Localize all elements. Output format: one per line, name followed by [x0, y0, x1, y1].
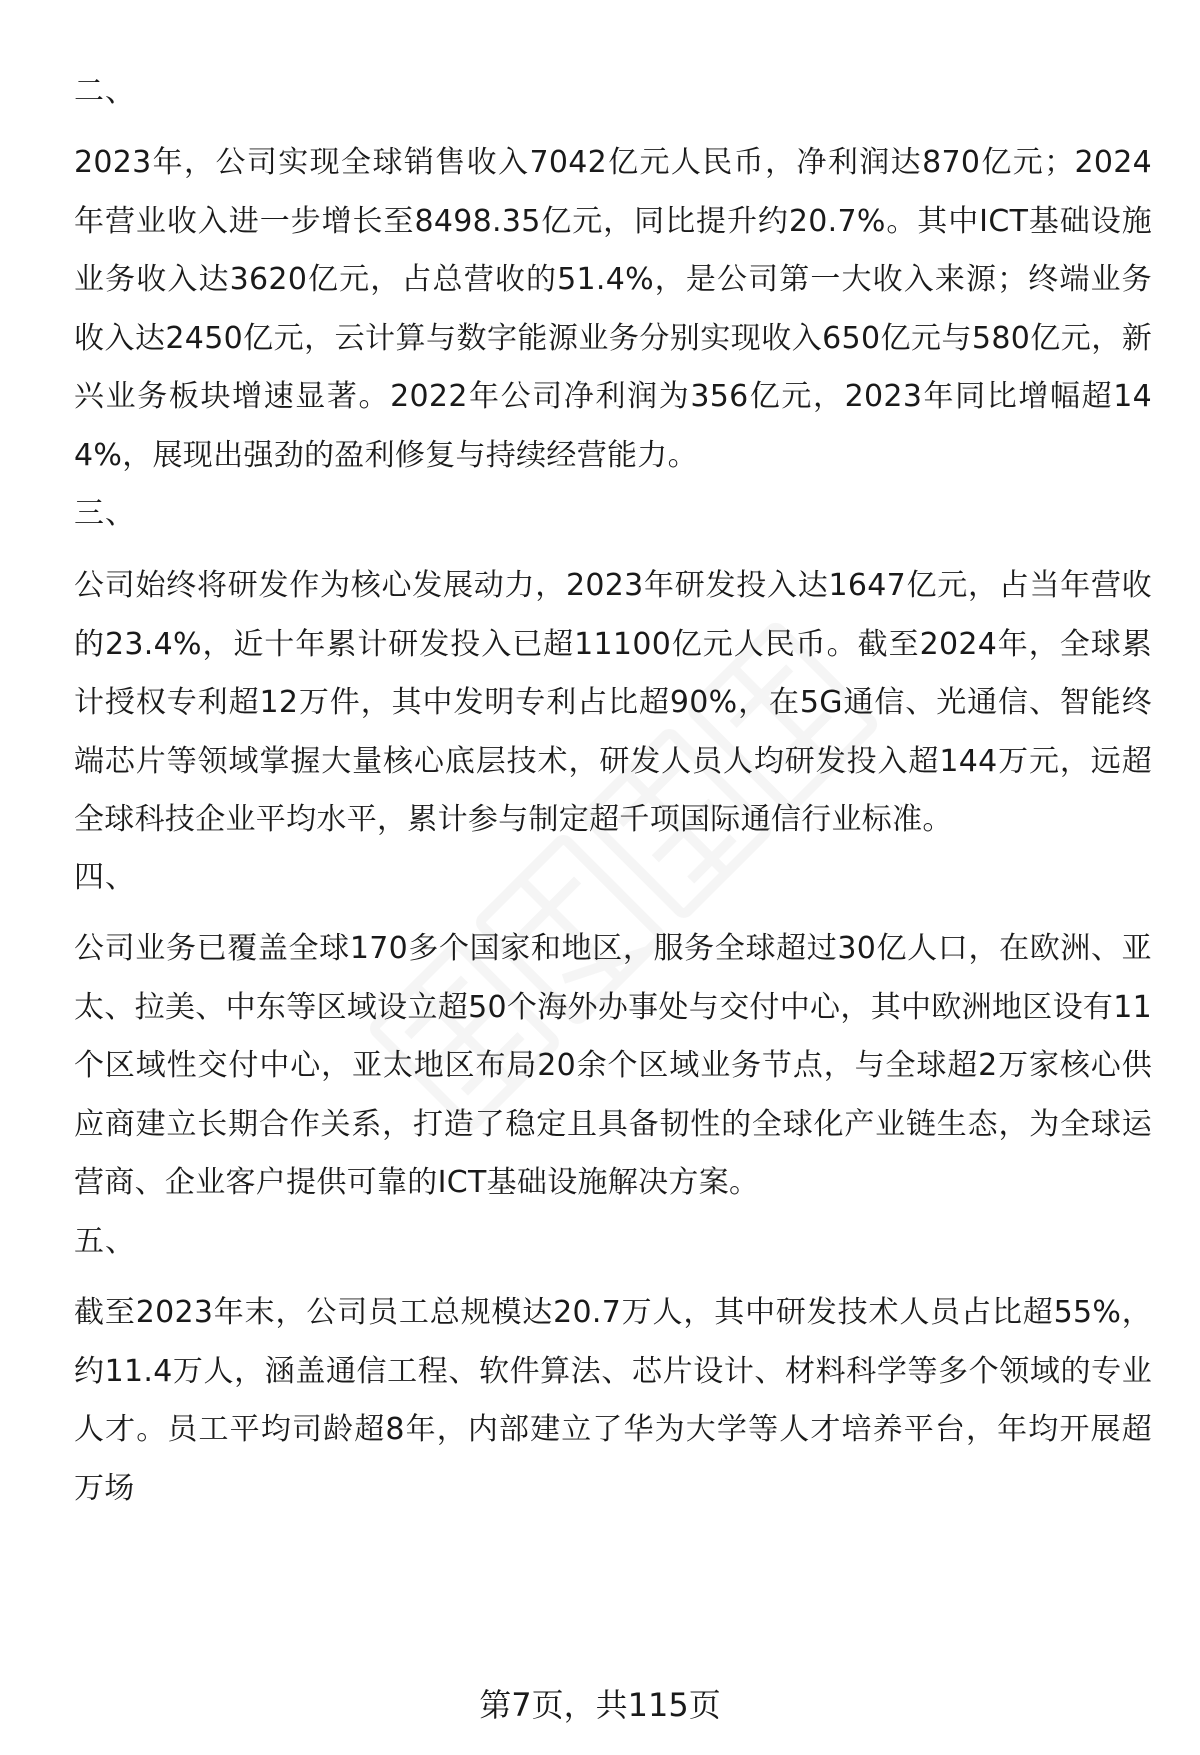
- section-heading-4: 四、: [74, 860, 136, 895]
- section-paragraph-3: 公司始终将研发作为核心发展动力，2023年研发投入达1647亿元，占当年营收的23.4%，近十年累计研发投入已超11100亿元人民币。截至2024年，全球累计授权专利超12万件，其中发明专利占比超90%，在5G通信、光通信、智能终端芯片等领域掌握大量核心底层技术，研发人员人均研发投入超144万元，远超全球科技企业平均水平，累计参与制定超千项国际通信行业标准。: [74, 568, 1152, 837]
- section-heading-5: 五、: [74, 1224, 136, 1259]
- section-heading-2: 二、: [74, 74, 136, 109]
- page-number-footer: 第7页，共115页: [479, 1686, 721, 1724]
- section-heading-3: 三、: [74, 496, 136, 531]
- section-paragraph-4: 公司业务已覆盖全球170多个国家和地区，服务全球超过30亿人口，在欧洲、亚太、拉美、中东等区域设立超50个海外办事处与交付中心，其中欧洲地区设有11个区域性交付中心，亚太地区布局20余个区域业务节点，与全球超2万家核心供应商建立长期合作关系，打造了稳定且具备韧性的全球化产业链生态，为全球运营商、企业客户提供可靠的ICT基础设施解决方案。: [74, 931, 1152, 1200]
- section-paragraph-5: 截至2023年末，公司员工总规模达20.7万人，其中研发技术人员占比超55%，约11.4万人，涵盖通信工程、软件算法、芯片设计、材料科学等多个领域的专业人才。员工平均司龄超8年，内部建立了华为大学等人才培养平台，年均开展超万场: [74, 1295, 1152, 1506]
- section-paragraph-2: 2023年，公司实现全球销售收入7042亿元人民币，净利润达870亿元；2024年营业收入进一步增长至8498.35亿元，同比提升约20.7%。其中ICT基础设施业务收入达3620亿元，占总营收的51.4%，是公司第一大收入来源；终端业务收入达2450亿元，云计算与数字能源业务分别实现收入650亿元与580亿元，新兴业务板块增速显著。2022年公司净利润为356亿元，2023年同比增幅超144%，展现出强劲的盈利修复与持续经营能力。: [74, 145, 1152, 473]
